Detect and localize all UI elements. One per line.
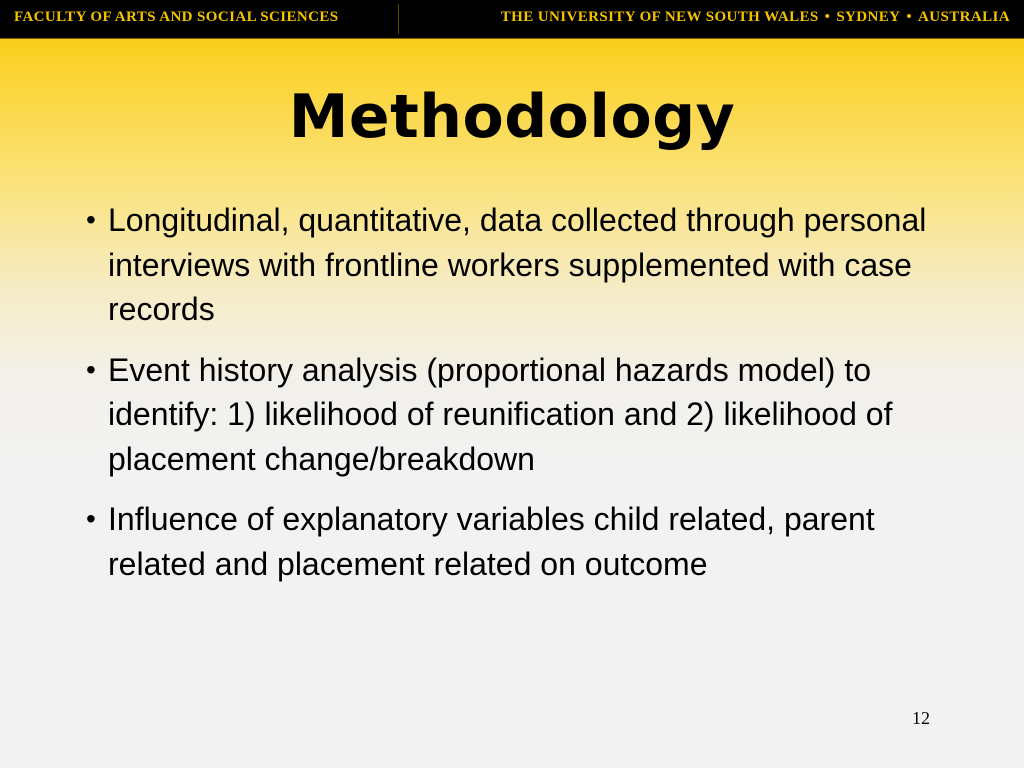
header-bar (0, 0, 1024, 39)
bullet-icon: • (86, 353, 96, 385)
separator-dot: • (906, 9, 913, 25)
bullet-item (84, 497, 964, 586)
page-number: 12 (912, 708, 930, 728)
bullet-list (84, 198, 964, 602)
bullet-text: Influence of explanatory variables child related, parent related and placement related on outcome (108, 501, 875, 582)
university-name (501, 9, 1010, 26)
bullet-text: Event history analysis (proportional hazards model) to identify: 1) likelihood of reunification and 2) likelihood of placement change/breakdown (108, 351, 893, 477)
separator-dot: • (824, 9, 831, 25)
bullet-item (84, 348, 964, 482)
bullet-icon: • (86, 503, 96, 534)
country-label: AUSTRALIA (918, 9, 1010, 25)
bullet-icon: • (86, 204, 96, 235)
city-label: SYDNEY (836, 9, 901, 25)
university-label: THE UNIVERSITY OF NEW SOUTH WALES (500, 9, 819, 25)
faculty-name: FACULTY OF ARTS AND SOCIAL SCIENCES (14, 9, 339, 25)
bullet-text: Longitudinal, quantitative, data collected through personal interviews with frontline workers supplemented with case records (108, 202, 927, 327)
header-divider (398, 4, 399, 34)
bullet-item (84, 198, 964, 332)
slide-title: Methodology (288, 82, 736, 152)
